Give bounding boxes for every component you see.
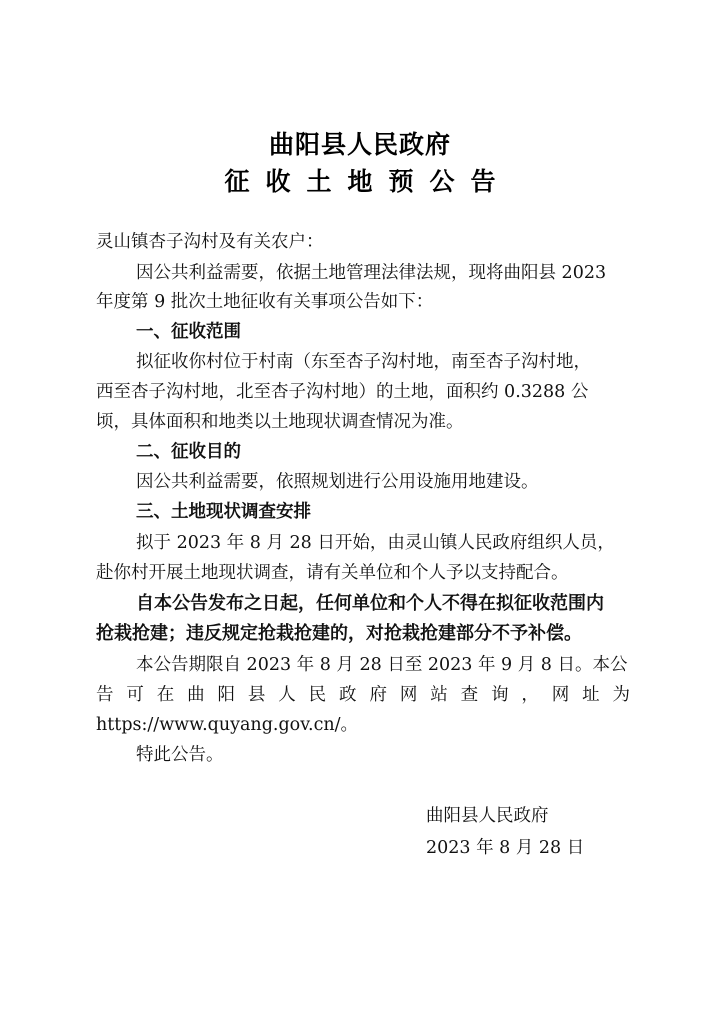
section-2-line-1: 因公共利益需要，依照规划进行公用设施用地建设。 [136,472,539,492]
section-1-heading: 一、征收范围 [136,322,241,342]
intro-line-2: 年度第 9 批次土地征收有关事项公告如下： [96,292,434,312]
section-3-heading: 三、土地现状调查安排 [136,502,311,522]
section-3-line-1: 拟于 2023 年 8 月 28 日开始，由灵山镇人民政府组织人员， [136,533,615,553]
prohibition-line-1: 自本公告发布之日起，任何单位和个人不得在拟征收范围内 [136,593,604,614]
prohibition-line-2: 抢栽抢建；违反规定抢栽抢建的，对抢栽抢建部分不予补偿。 [96,623,582,644]
period-line-1: 本公告期限自 2023 年 8 月 28 日至 2023 年 9 月 8 日。本公 [136,655,628,675]
section-3-line-2: 赴你村开展土地现状调查，请有关单位和个人予以支持配合。 [96,563,569,583]
period-line-2: 告可在曲阳县人民政府网站查询，网址为 [96,685,630,705]
section-1-line-1: 拟征收你村位于村南（东至杏子沟村地，南至杏子沟村地， [136,352,591,372]
website-url: https://www.quyang.gov.cn/。 [96,715,359,735]
intro-line-1: 因公共利益需要，依据土地管理法律法规，现将曲阳县 2023 [136,263,607,283]
addressee: 灵山镇杏子沟村及有关农户： [96,232,324,252]
signature-organization: 曲阳县人民政府 [426,806,549,826]
section-1-line-3: 顷，具体面积和地类以土地现状调查情况为准。 [96,412,464,432]
notice-title: 征收土地预公告 [224,167,512,196]
closing-text: 特此公告。 [136,745,224,765]
signature-date: 2023 年 8 月 28 日 [426,838,585,858]
section-1-line-2: 西至杏子沟村地，北至杏子沟村地）的土地，面积约 0.3288 公 [96,382,589,402]
section-2-heading: 二、征收目的 [136,442,241,462]
issuer-title: 曲阳县人民政府 [268,130,451,159]
